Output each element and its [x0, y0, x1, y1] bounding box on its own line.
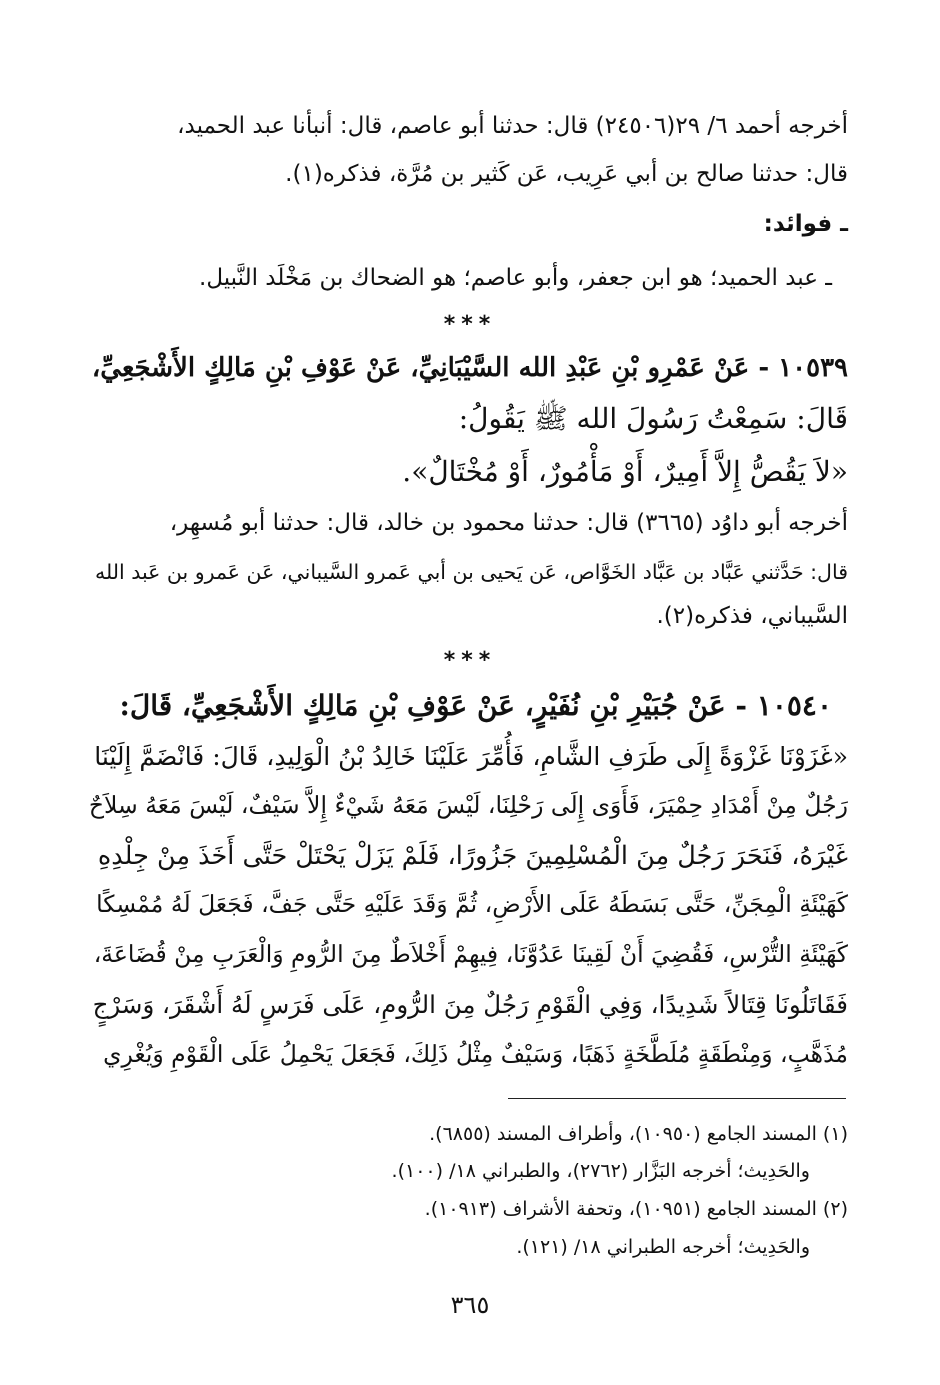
hadith-10539-line-1: ١٠٥٣٩ - عَنْ عَمْرِو بْنِ عَبْدِ الله السَّيْبَانِيِّ، عَنْ عَوْفِ بْنِ مَالِكٍ الأَشْجَعِيِّ،	[91, 353, 848, 383]
hadith-10540-line-3: رَجُلٌ مِنْ أَمْدَادِ حِمْيَرَ، فَأَوَى إِلَى رَحْلِنَا، لَيْسَ مَعَهُ شَيْءٌ إِلاَّ سَيْفٌ، لَيْسَ مَعَهُ سِلاَحٌ	[88, 791, 848, 819]
footnote-2-continuation: والحَدِيث؛ أخرجه الطبراني ١٨/ (١٢١).	[516, 1236, 810, 1258]
footnote-2: (٢) المسند الجامع (١٠٩٥١)، وتحفة الأشراف (١٠٩١٣).	[424, 1198, 848, 1220]
takhrij-10539-line-1: أخرجه أبو داوُد (٣٦٦٥) قال: حدثنا محمود بن خالد، قال: حدثنا أبو مُسهِر،	[169, 510, 848, 536]
section-separator: ***	[443, 648, 497, 673]
takhrij-10539-line-3: السَّيباني، فذكره(٢).	[656, 603, 848, 629]
hadith-10540-line-5: كَهَيْئَةِ الْمِجَنِّ، حَتَّى بَسَطَهُ عَلَى الأَرْضِ، ثُمَّ وَقَدَ عَلَيْهِ حَتَّى جَفَّ، فَجَعَلَ لَهُ مُمْسِكًا	[96, 890, 848, 918]
footnote-divider	[508, 1098, 846, 1099]
takhrij-10539-line-2: قال: حَدَّثني عَبَّاد بن عَبَّاد الخَوَّاص، عَن يَحيى بن أبي عَمرو السَّيباني، عَن عَمرو بن عَبد الله	[94, 560, 848, 584]
benefits-text: ـ عبد الحميد؛ هو ابن جعفر، وأبو عاصم؛ هو الضحاك بن مَخْلَد النَّبيل.	[199, 265, 832, 291]
benefits-heading: ـ فوائد:	[763, 211, 848, 237]
section-separator: ***	[443, 312, 497, 337]
hadith-10540-line-1: ١٠٥٤٠ - عَنْ جُبَيْرِ بْنِ نُفَيْرٍ، عَنْ عَوْفِ بْنِ مَالِكٍ الأَشْجَعِيِّ، قَالَ:	[119, 689, 832, 722]
hadith-10540-line-7: فَقَاتَلُونَا قِتَالاً شَدِيدًا، وَفِي الْقَوْمِ رَجُلٌ مِنَ الرُّومِ، عَلَى فَرَسٍ لَهُ أَشْقَرَ، وَسَرْجٍ	[92, 990, 848, 1019]
hadith-10539-line-2: قَالَ: سَمِعْتُ رَسُولَ الله ﷺ يَقُولُ:	[458, 402, 848, 435]
intro-line-1: أخرجه أحمد ٦/ ٢٩(٢٤٥٠٦) قال: حدثنا أبو عاصم، قال: أنبأنا عبد الحميد،	[177, 113, 848, 139]
intro-line-2: قال: حدثنا صالح بن أبي عَرِيب، عَن كَثير بن مُرَّة، فذكره(١).	[285, 161, 848, 187]
hadith-10539-text: «لاَ يَقُصُّ إِلاَّ أَمِيرٌ، أَوْ مَأْمُورٌ، أَوْ مُخْتَالٌ».	[402, 455, 848, 488]
hadith-10540-line-4: غَيْرَهُ، فَنَحَرَ رَجُلٌ مِنَ الْمُسْلِمِينَ جَزُورًا، فَلَمْ يَزَلْ يَحْتَلْ حَتَّى أَخَذَ مِنْ جِلْدِهِ	[97, 841, 848, 871]
hadith-10540-line-2: «غَزَوْنَا غَزْوَةً إِلَى طَرَفِ الشَّامِ، فَأُمِّرَ عَلَيْنَا خَالِدُ بْنُ الْوَلِيدِ، قَالَ: فَانْضَمَّ إِلَيْنَا	[94, 742, 848, 771]
footnote-1-continuation: والحَدِيث؛ أخرجه البَزَّار (٢٧٦٢)، والطبراني ١٨/ (١٠٠).	[391, 1160, 810, 1182]
page-number: ٣٦٥	[450, 1291, 490, 1319]
hadith-10540-line-6: كَهَيْئَةِ التُّرْسِ، فَقُضِيَ أَنْ لَقِينَا عَدُوَّنَا، فِيهِمْ أَخْلاَطٌ مِنَ الرُّومِ وَالْعَرَبِ مِنْ قُضَاعَةَ،	[93, 940, 848, 968]
hadith-10540-line-8: مُذَهَّبٍ، وَمِنْطَقَةٍ مُلَطَّخَةٍ ذَهَبًا، وَسَيْفٌ مِثْلُ ذَلِكَ، فَجَعَلَ يَحْمِلُ عَلَى الْقَوْمِ وَيُغْرِي	[103, 1040, 848, 1068]
footnote-1: (١) المسند الجامع (١٠٩٥٠)، وأطراف المسند (٦٨٥٥).	[429, 1123, 848, 1145]
